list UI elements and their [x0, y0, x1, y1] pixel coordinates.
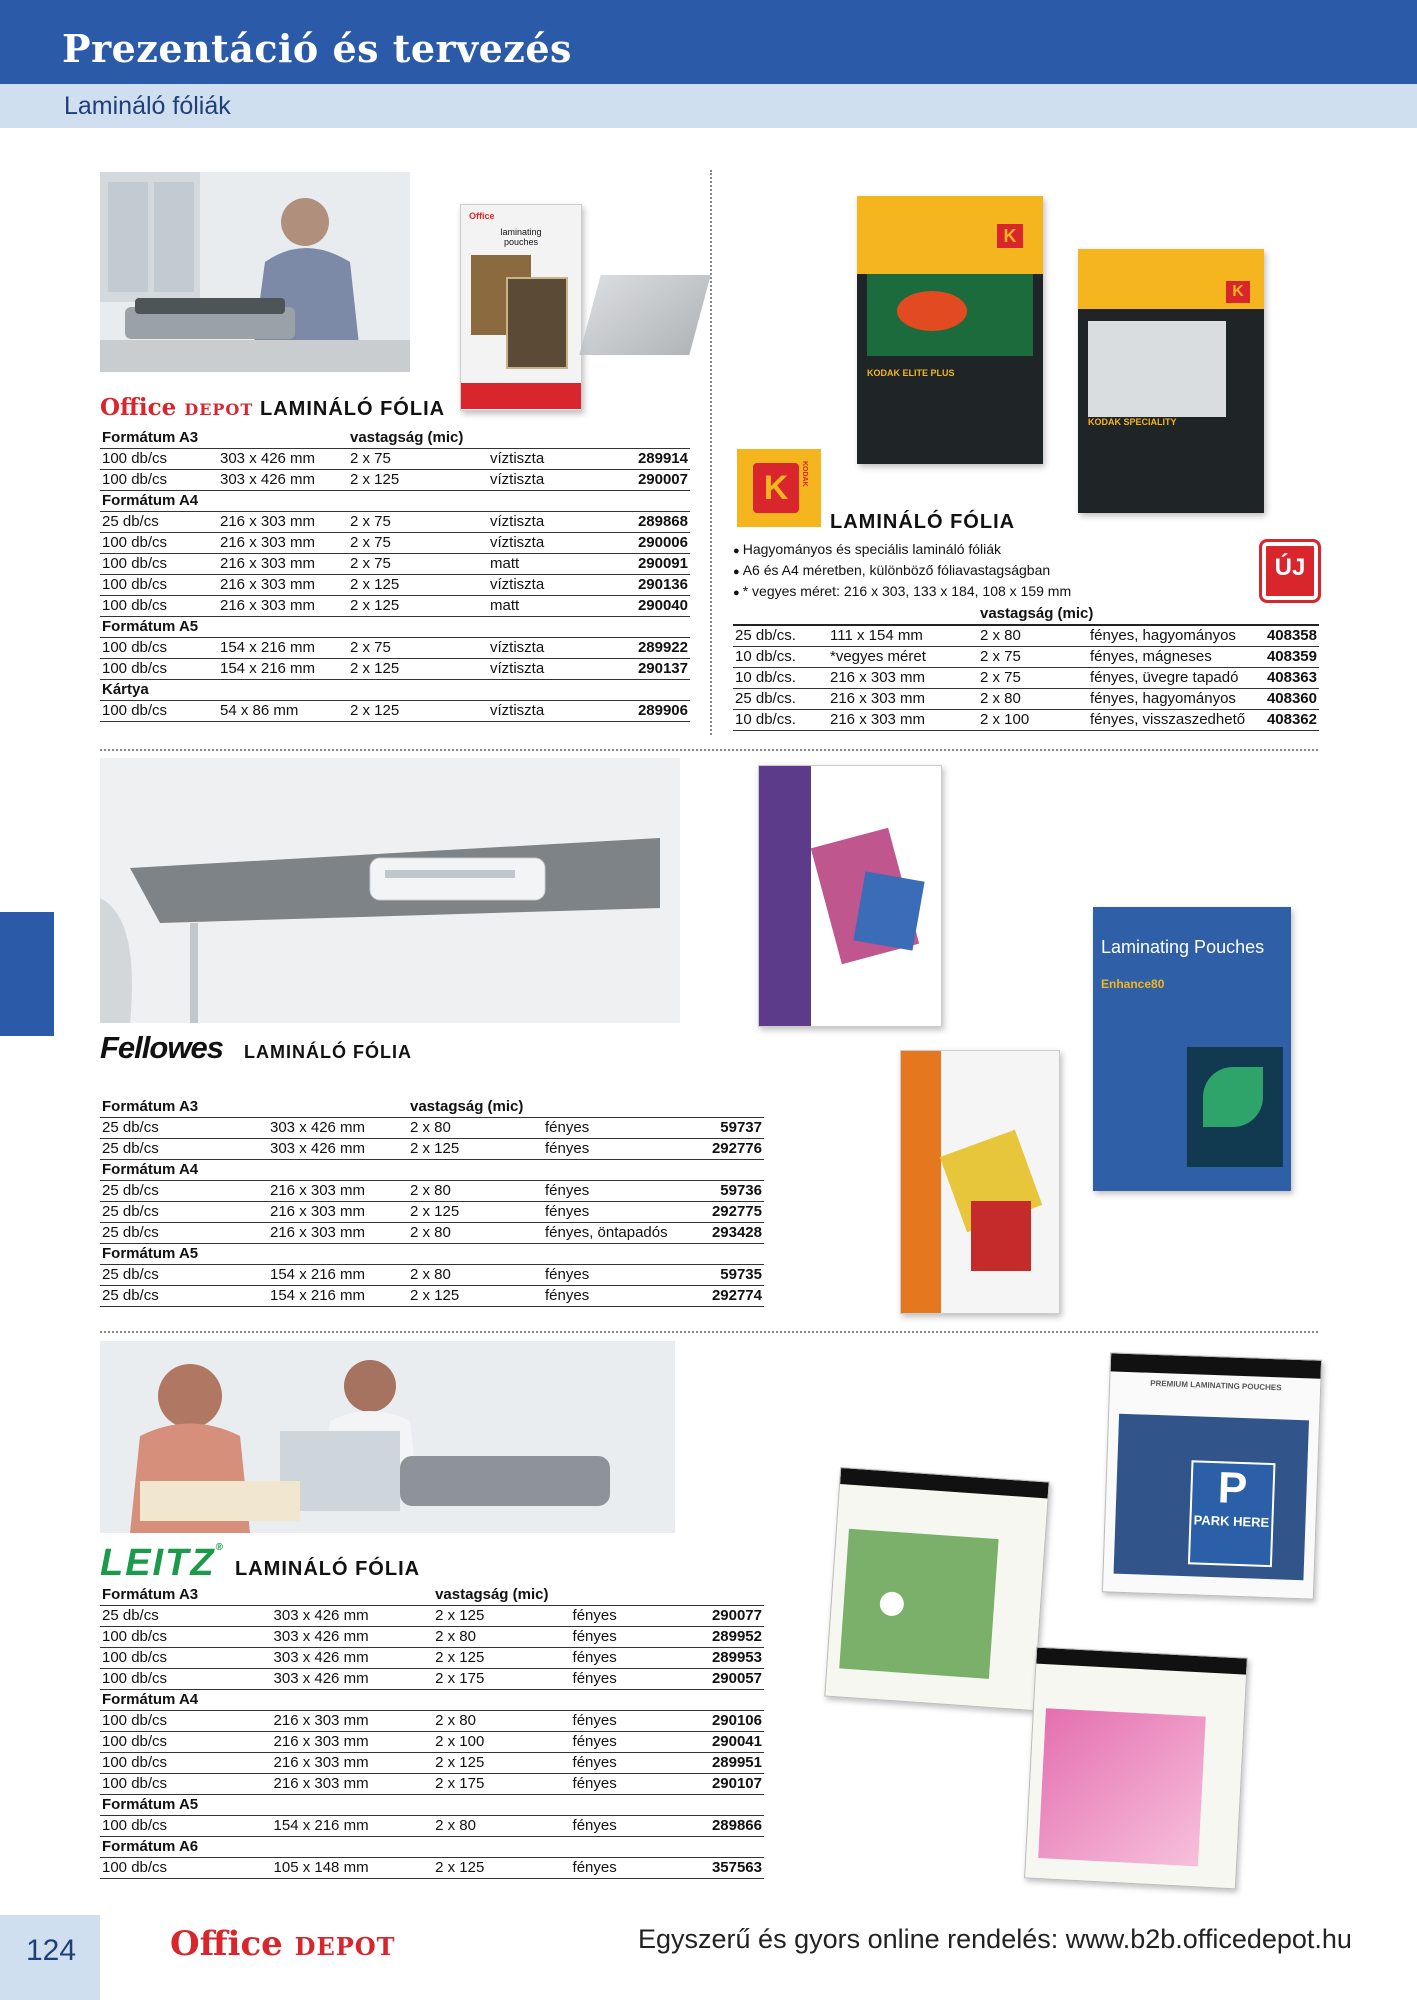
table-cell: matt — [488, 596, 618, 617]
product-code: 59735 — [693, 1265, 764, 1286]
fellowes-pouch-pack-gloss — [758, 765, 942, 1027]
table-group-header — [100, 1690, 764, 1711]
table-cell: 25 db/cs. — [733, 689, 828, 710]
table-cell: fényes — [571, 1858, 710, 1879]
page-header — [0, 0, 1417, 84]
product-code: 292775 — [693, 1202, 764, 1223]
product-code: 293428 — [693, 1223, 764, 1244]
table-cell: fényes, visszaszedhető — [1088, 710, 1247, 731]
table-cell — [218, 428, 348, 449]
table-cell: 2 x 125 — [408, 1139, 543, 1160]
table-row — [100, 1606, 764, 1627]
table-cell: 25 db/cs — [100, 1139, 268, 1160]
table-cell — [272, 1795, 764, 1816]
table-row — [733, 710, 1319, 731]
footer-tagline: Egyszerű és gyors online rendelés: www.b2b.officedepot.hu — [638, 1924, 1352, 1954]
column-header: vastagság (mic) — [348, 428, 690, 449]
table-cell: Formátum A4 — [100, 491, 218, 512]
product-code: 292776 — [693, 1139, 764, 1160]
table-cell: víztiszta — [488, 512, 618, 533]
table-cell: 100 db/cs — [100, 1648, 272, 1669]
table-row — [100, 1118, 764, 1139]
table-cell: 25 db/cs — [100, 1118, 268, 1139]
table-cell: 54 x 86 mm — [218, 701, 348, 722]
vertical-divider — [710, 170, 712, 735]
section-title: Lamináló fóliák — [64, 92, 231, 120]
table-cell: 2 x 80 — [433, 1816, 570, 1837]
product-code: 290040 — [618, 596, 690, 617]
table-row — [733, 689, 1319, 710]
table-cell: 2 x 125 — [348, 659, 488, 680]
table-cell: 100 db/cs — [100, 449, 218, 470]
table-cell: 216 x 303 mm — [268, 1181, 408, 1202]
table-cell: 216 x 303 mm — [218, 554, 348, 575]
table-cell: 2 x 175 — [433, 1774, 570, 1795]
fellowes-pouch-pack-orange — [900, 1050, 1060, 1314]
table-cell: 2 x 125 — [348, 470, 488, 491]
table-cell: 2 x 125 — [408, 1202, 543, 1223]
table-cell — [268, 1160, 764, 1181]
table-cell: 216 x 303 mm — [828, 668, 978, 689]
table-row — [100, 554, 690, 575]
table-cell: 10 db/cs. — [733, 710, 828, 731]
table-cell: 2 x 80 — [433, 1627, 570, 1648]
table-cell: 2 x 125 — [433, 1858, 570, 1879]
feature-bullet: ● Hagyományos és speciális lamináló fóliák — [733, 540, 1071, 561]
table-cell: 100 db/cs — [100, 701, 218, 722]
table-cell: Formátum A3 — [100, 1585, 272, 1606]
table-cell: Formátum A6 — [100, 1837, 272, 1858]
table-cell: 105 x 148 mm — [272, 1858, 434, 1879]
pack-sign: PARK HERE — [1193, 1512, 1270, 1531]
kodak-logo: K KODAK — [737, 449, 821, 527]
table-cell: 2 x 125 — [433, 1753, 570, 1774]
table-row — [100, 449, 690, 470]
pack-label: PREMIUM LAMINATING POUCHES — [1150, 1378, 1282, 1393]
table-cell: fényes, hagyományos — [1088, 689, 1247, 710]
table-cell: 216 x 303 mm — [218, 575, 348, 596]
table-cell: 100 db/cs — [100, 1732, 272, 1753]
table-cell: 2 x 80 — [978, 689, 1088, 710]
product-code: 290106 — [710, 1711, 764, 1732]
table-cell: 100 db/cs — [100, 659, 218, 680]
table-cell: 216 x 303 mm — [828, 710, 978, 731]
table-cell: fényes — [571, 1816, 710, 1837]
table-cell: 2 x 80 — [408, 1118, 543, 1139]
table-row — [100, 701, 690, 722]
table-cell — [268, 1244, 764, 1265]
table-cell: 2 x 80 — [433, 1711, 570, 1732]
table-cell — [218, 617, 690, 638]
table-cell: 25 db/cs — [100, 1202, 268, 1223]
table-cell: fényes — [543, 1286, 693, 1307]
product-code: 357563 — [710, 1858, 764, 1879]
table-row — [733, 647, 1319, 668]
table-cell: 10 db/cs. — [733, 647, 828, 668]
table-cell: 216 x 303 mm — [268, 1223, 408, 1244]
table-cell: 303 x 426 mm — [272, 1648, 434, 1669]
table-cell — [272, 1690, 764, 1711]
table-row — [100, 596, 690, 617]
leitz-product-title: LAMINÁLÓ FÓLIA — [235, 1558, 421, 1580]
product-code: 408360 — [1247, 689, 1319, 710]
product-code: 289922 — [618, 638, 690, 659]
table-cell: 2 x 125 — [348, 575, 488, 596]
fellowes-product-title: LAMINÁLÓ FÓLIA — [244, 1042, 412, 1062]
feature-bullet: ● * vegyes méret: 216 x 303, 133 x 184, 108 x 159 mm — [733, 582, 1071, 603]
page-number: 124 — [26, 1934, 77, 1967]
table-group-header — [100, 1795, 764, 1816]
table-cell: 2 x 100 — [978, 710, 1088, 731]
table-cell: 216 x 303 mm — [272, 1711, 434, 1732]
table-cell: 100 db/cs — [100, 1669, 272, 1690]
table-cell — [268, 1097, 408, 1118]
table-cell: matt — [488, 554, 618, 575]
pack-label: laminating pouches — [500, 227, 542, 247]
table-row — [100, 659, 690, 680]
product-code: 290041 — [710, 1732, 764, 1753]
table-cell: 303 x 426 mm — [218, 470, 348, 491]
table-cell: Formátum A5 — [100, 617, 218, 638]
table-row — [100, 1627, 764, 1648]
table-cell: víztiszta — [488, 575, 618, 596]
table-cell: 2 x 125 — [408, 1286, 543, 1307]
leitz-scene-photo — [100, 1341, 675, 1533]
table-cell: víztiszta — [488, 449, 618, 470]
table-cell: 216 x 303 mm — [272, 1774, 434, 1795]
column-header: vastagság (mic) — [978, 604, 1319, 625]
table-row — [100, 1711, 764, 1732]
table-cell: 100 db/cs — [100, 1753, 272, 1774]
product-code: 290077 — [710, 1606, 764, 1627]
table-row — [100, 1669, 764, 1690]
table-row — [100, 1774, 764, 1795]
table-cell: 100 db/cs — [100, 575, 218, 596]
table-cell: Kártya — [100, 680, 218, 701]
table-cell: *vegyes méret — [828, 647, 978, 668]
kodak-product-title: LAMINÁLÓ FÓLIA — [830, 511, 1016, 533]
product-code: 290107 — [710, 1774, 764, 1795]
feature-bullet: ● A6 és A4 méretben, különböző fóliavastagságban — [733, 561, 1071, 582]
table-cell: 2 x 125 — [433, 1648, 570, 1669]
table-cell: fényes, hagyományos — [1088, 625, 1247, 647]
table-cell: 10 db/cs. — [733, 668, 828, 689]
kodak-product-table — [733, 604, 1319, 731]
table-group-header — [100, 1244, 764, 1265]
table-row — [100, 470, 690, 491]
table-group-header — [100, 1837, 764, 1858]
table-cell: 154 x 216 mm — [272, 1816, 434, 1837]
table-cell: 2 x 75 — [978, 668, 1088, 689]
divider-1 — [100, 749, 1318, 751]
table-cell: 100 db/cs — [100, 596, 218, 617]
table-cell: víztiszta — [488, 701, 618, 722]
table-cell: Formátum A5 — [100, 1795, 272, 1816]
table-cell: 100 db/cs — [100, 638, 218, 659]
table-cell: fényes — [571, 1627, 710, 1648]
table-row — [100, 533, 690, 554]
table-group-header — [100, 1160, 764, 1181]
product-code: 408363 — [1247, 668, 1319, 689]
pouch-sample — [579, 275, 710, 355]
table-cell: fényes — [543, 1181, 693, 1202]
table-cell: 111 x 154 mm — [828, 625, 978, 647]
page-title: Prezentáció és tervezés — [62, 26, 572, 71]
pack-sub: Enhance80 — [1101, 977, 1165, 991]
table-cell: 303 x 426 mm — [272, 1669, 434, 1690]
table-cell: 303 x 426 mm — [272, 1627, 434, 1648]
table-row — [100, 638, 690, 659]
table-group-header — [100, 617, 690, 638]
table-cell: 2 x 125 — [348, 701, 488, 722]
officedepot-pouch-pack — [460, 204, 582, 411]
table-cell: 216 x 303 mm — [218, 512, 348, 533]
table-cell — [218, 680, 690, 701]
table-cell: 100 db/cs — [100, 554, 218, 575]
table-cell: fényes, öntapadós — [543, 1223, 693, 1244]
product-code: 290136 — [618, 575, 690, 596]
table-group-header — [100, 1585, 764, 1606]
table-cell: Formátum A4 — [100, 1690, 272, 1711]
table-cell: 25 db/cs. — [733, 625, 828, 647]
table-cell: 2 x 75 — [348, 449, 488, 470]
product-code: 59736 — [693, 1181, 764, 1202]
pack-label: KODAK SPECIALITY — [1088, 417, 1177, 427]
table-cell: fényes — [543, 1118, 693, 1139]
table-row — [100, 1202, 764, 1223]
table-cell: 2 x 75 — [348, 554, 488, 575]
table-row — [733, 668, 1319, 689]
table-cell: fényes — [571, 1753, 710, 1774]
table-row — [100, 1648, 764, 1669]
table-cell: 154 x 216 mm — [268, 1265, 408, 1286]
product-code: 289866 — [710, 1816, 764, 1837]
product-code: 289906 — [618, 701, 690, 722]
fellowes-scene-photo — [100, 758, 680, 1023]
officedepot-logo: Office DEPOT — [100, 394, 254, 421]
table-row — [100, 512, 690, 533]
product-code: 408359 — [1247, 647, 1319, 668]
leitz-pouch-pack-flowers — [1024, 1647, 1248, 1890]
officedepot-product-table — [100, 428, 690, 722]
leitz-pouch-pack-golf — [824, 1467, 1050, 1711]
table-cell: fényes, üvegre tapadó — [1088, 668, 1247, 689]
fellowes-product-table — [100, 1097, 764, 1307]
table-cell: 100 db/cs — [100, 1774, 272, 1795]
table-row — [733, 625, 1319, 647]
table-cell: Formátum A5 — [100, 1244, 268, 1265]
table-cell: fényes, mágneses — [1088, 647, 1247, 668]
table-group-header — [100, 428, 690, 449]
table-cell: 25 db/cs — [100, 1223, 268, 1244]
table-cell — [733, 604, 828, 625]
pack-label: KODAK ELITE PLUS — [867, 368, 955, 378]
product-code: 292774 — [693, 1286, 764, 1307]
table-cell: 100 db/cs — [100, 1816, 272, 1837]
table-cell: Formátum A4 — [100, 1160, 268, 1181]
product-code: 408358 — [1247, 625, 1319, 647]
table-cell: 216 x 303 mm — [272, 1732, 434, 1753]
table-cell: 2 x 80 — [408, 1181, 543, 1202]
table-cell: 2 x 80 — [978, 625, 1088, 647]
table-cell: Formátum A3 — [100, 1097, 268, 1118]
table-cell: víztiszta — [488, 659, 618, 680]
leitz-pouch-pack-park: PREMIUM LAMINATING POUCHES P PARK HERE — [1102, 1352, 1322, 1599]
table-cell: fényes — [571, 1669, 710, 1690]
table-header-row — [733, 604, 1319, 625]
product-code: 289868 — [618, 512, 690, 533]
table-row — [100, 1181, 764, 1202]
table-cell: fényes — [571, 1732, 710, 1753]
table-cell: 216 x 303 mm — [218, 596, 348, 617]
leitz-logo: LEITZ® — [100, 1542, 225, 1584]
product-code: 408362 — [1247, 710, 1319, 731]
table-cell: 216 x 303 mm — [272, 1753, 434, 1774]
table-group-header — [100, 680, 690, 701]
fellowes-pouch-pack-enhance — [1093, 907, 1291, 1191]
table-cell: 2 x 75 — [978, 647, 1088, 668]
table-cell: 216 x 303 mm — [828, 689, 978, 710]
table-cell: 100 db/cs — [100, 533, 218, 554]
product-code: 290137 — [618, 659, 690, 680]
divider-2 — [100, 1331, 1318, 1333]
table-cell: 2 x 75 — [348, 512, 488, 533]
table-cell — [272, 1585, 434, 1606]
product-code: 290091 — [618, 554, 690, 575]
table-cell: 303 x 426 mm — [268, 1139, 408, 1160]
table-cell: 25 db/cs — [100, 1181, 268, 1202]
table-cell: fényes — [543, 1202, 693, 1223]
table-cell: 2 x 175 — [433, 1669, 570, 1690]
table-cell: 2 x 75 — [348, 533, 488, 554]
footer-logo: Office DEPOT — [170, 1924, 396, 1964]
product-code: 290006 — [618, 533, 690, 554]
table-cell: 303 x 426 mm — [218, 449, 348, 470]
table-cell: 100 db/cs — [100, 470, 218, 491]
table-cell: 154 x 216 mm — [268, 1286, 408, 1307]
column-header: vastagság (mic) — [433, 1585, 764, 1606]
table-cell: 100 db/cs — [100, 1711, 272, 1732]
table-cell: 154 x 216 mm — [218, 659, 348, 680]
table-cell: víztiszta — [488, 533, 618, 554]
table-cell: fényes — [571, 1711, 710, 1732]
table-cell: 2 x 125 — [348, 596, 488, 617]
table-cell: víztiszta — [488, 470, 618, 491]
product-code: 289953 — [710, 1648, 764, 1669]
table-group-header — [100, 491, 690, 512]
product-code: 289914 — [618, 449, 690, 470]
table-cell: fényes — [571, 1774, 710, 1795]
table-group-header — [100, 1097, 764, 1118]
table-cell: 25 db/cs — [100, 1286, 268, 1307]
table-row — [100, 1265, 764, 1286]
kodak-elite-plus-pack: K KODAK ELITE PLUS — [857, 196, 1043, 464]
fellowes-logo: Fellowes — [100, 1030, 223, 1065]
table-cell: 100 db/cs — [100, 1627, 272, 1648]
section-header — [0, 84, 1417, 128]
office-scene-photo — [100, 172, 410, 372]
table-row — [100, 1286, 764, 1307]
table-row — [100, 1139, 764, 1160]
table-row — [100, 1816, 764, 1837]
table-cell — [272, 1837, 764, 1858]
side-tab-marker — [0, 912, 54, 1036]
table-cell: 303 x 426 mm — [268, 1118, 408, 1139]
table-cell: 25 db/cs — [100, 1265, 268, 1286]
table-cell: Formátum A3 — [100, 428, 218, 449]
table-cell: 25 db/cs — [100, 1606, 272, 1627]
table-cell: 216 x 303 mm — [218, 533, 348, 554]
product-code: 290057 — [710, 1669, 764, 1690]
table-cell: 2 x 80 — [408, 1223, 543, 1244]
table-cell: fényes — [571, 1606, 710, 1627]
table-cell: fényes — [543, 1139, 693, 1160]
column-header: vastagság (mic) — [408, 1097, 764, 1118]
table-row — [100, 1753, 764, 1774]
table-cell: fényes — [543, 1265, 693, 1286]
officedepot-product-title: LAMINÁLÓ FÓLIA — [260, 398, 446, 420]
pack-label: Laminating Pouches — [1101, 937, 1265, 957]
table-cell: 154 x 216 mm — [218, 638, 348, 659]
table-cell: 216 x 303 mm — [268, 1202, 408, 1223]
table-row — [100, 1858, 764, 1879]
table-cell: 2 x 75 — [348, 638, 488, 659]
product-code: 289952 — [710, 1627, 764, 1648]
product-code: 59737 — [693, 1118, 764, 1139]
table-cell: 25 db/cs — [100, 512, 218, 533]
table-cell: 303 x 426 mm — [272, 1606, 434, 1627]
table-cell: 2 x 125 — [433, 1606, 570, 1627]
kodak-speciality-pack: K KODAK SPECIALITY — [1078, 249, 1264, 513]
table-cell: 2 x 80 — [408, 1265, 543, 1286]
table-cell — [218, 491, 690, 512]
table-cell: fényes — [571, 1648, 710, 1669]
table-row — [100, 1223, 764, 1244]
table-row — [100, 575, 690, 596]
product-code: 289951 — [710, 1753, 764, 1774]
new-badge: ÚJ — [1259, 539, 1321, 603]
table-cell: 2 x 100 — [433, 1732, 570, 1753]
table-row — [100, 1732, 764, 1753]
pack-brand: Office — [469, 211, 495, 221]
leitz-product-table — [100, 1585, 764, 1879]
table-cell: 100 db/cs — [100, 1858, 272, 1879]
table-cell — [828, 604, 978, 625]
product-code: 290007 — [618, 470, 690, 491]
table-cell: víztiszta — [488, 638, 618, 659]
kodak-feature-list — [733, 540, 1071, 603]
